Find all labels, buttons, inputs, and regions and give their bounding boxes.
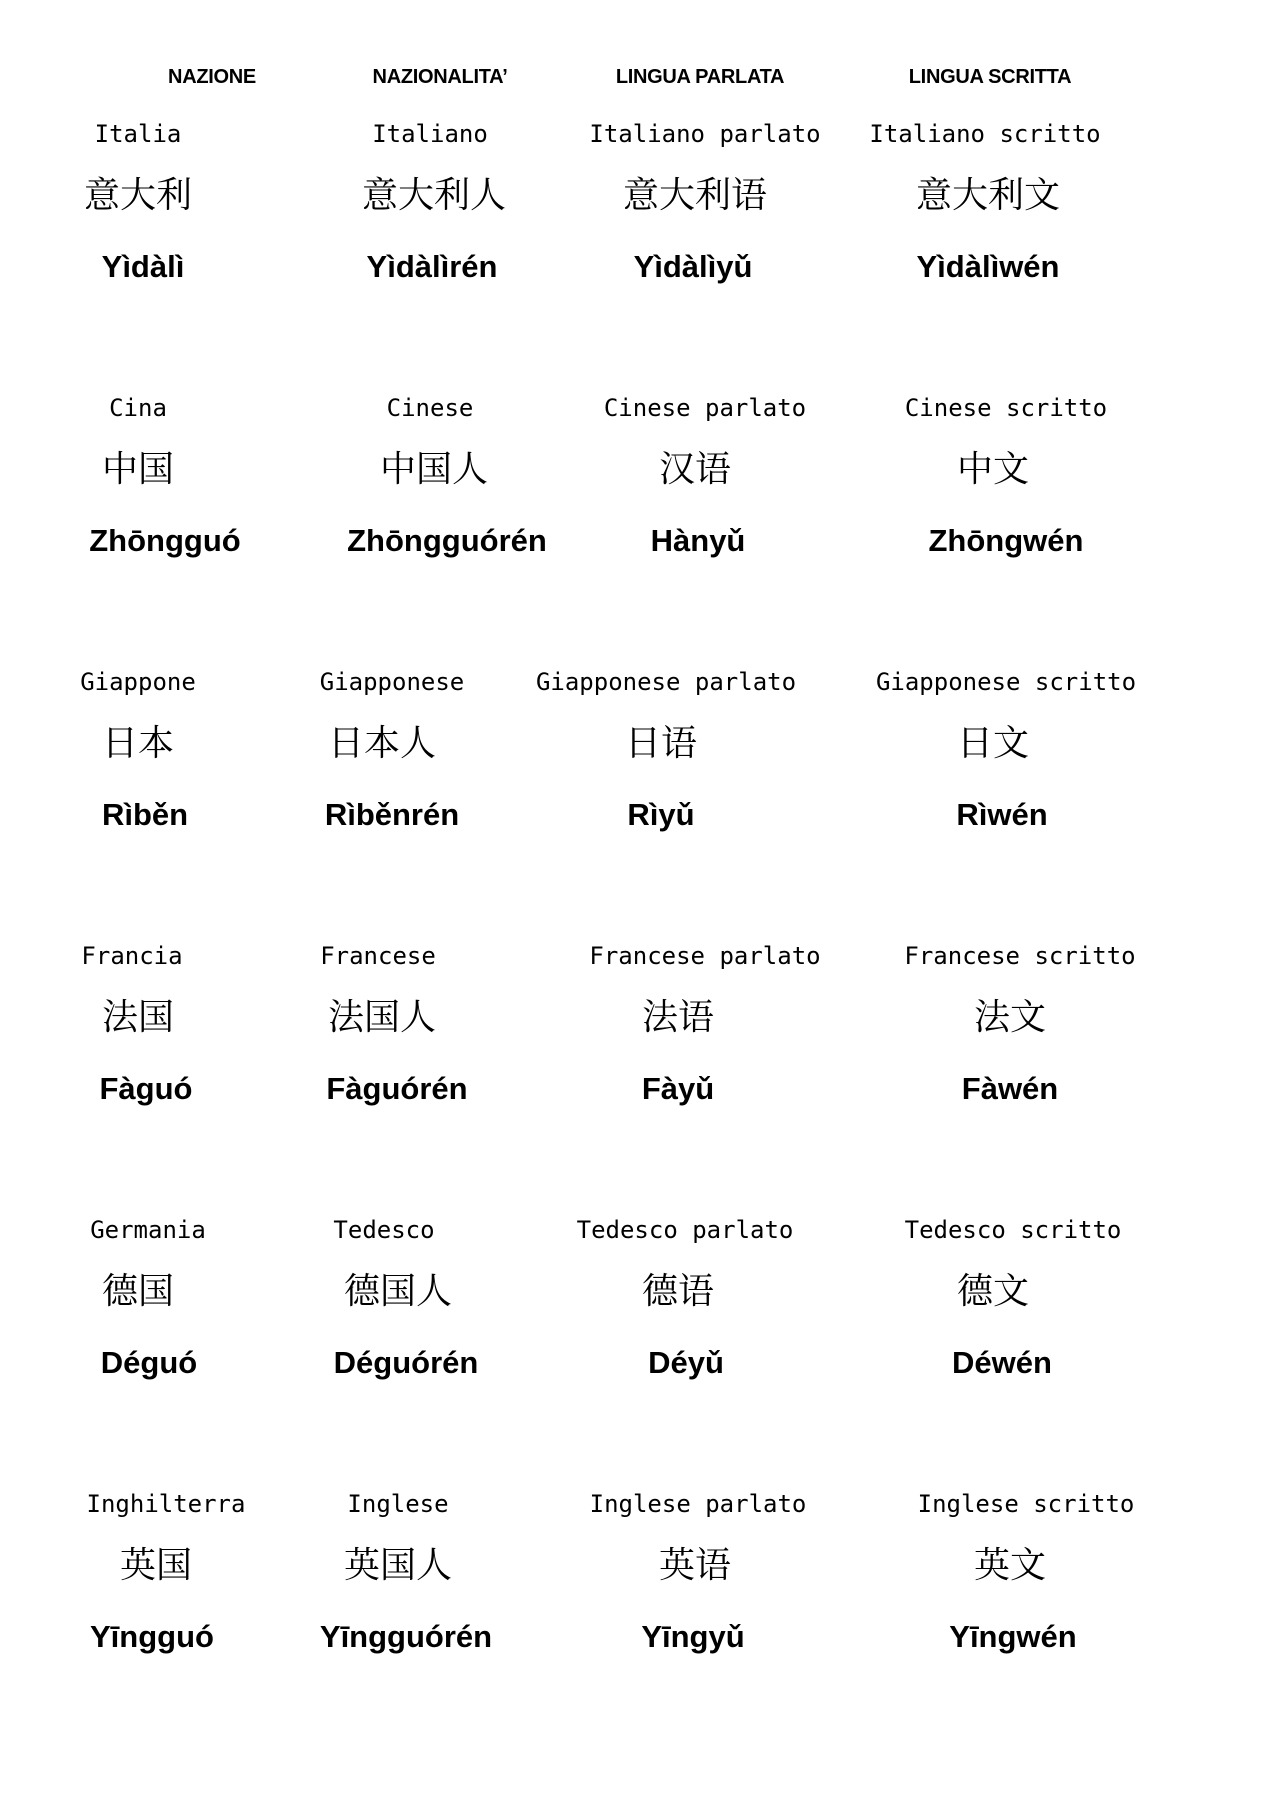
nazionalita-pinyin: Déguórén (333, 1345, 479, 1380)
parlata-pinyin: Hànyǔ (650, 523, 746, 558)
scritta-italian: Inglese scritto (917, 1490, 1135, 1518)
parlata-chinese: 法语 (641, 997, 714, 1038)
scritta-pinyin: Yīngwén (949, 1619, 1077, 1654)
country-block-francia (0, 936, 1280, 1166)
nazione-italian: Giappone (80, 668, 196, 696)
nazionalita-pinyin: Yīngguórén (319, 1619, 493, 1654)
nazione-italian: Francia (81, 942, 183, 970)
nazione-chinese: 英国 (119, 1545, 192, 1586)
nazionalita-chinese: 英国人 (343, 1545, 452, 1586)
nazione-chinese: 意大利 (83, 175, 192, 216)
nazione-pinyin: Fàguó (99, 1071, 193, 1106)
nazionalita-pinyin: Rìběnrén (324, 797, 460, 832)
scritta-chinese: 意大利文 (915, 175, 1060, 216)
scritta-pinyin: Yìdàlìwén (916, 249, 1060, 284)
nazione-chinese: 法国 (101, 997, 174, 1038)
scritta-chinese: 英文 (973, 1545, 1046, 1586)
nazionalita-italian: Tedesco (333, 1216, 435, 1244)
nazionalita-italian: Italiano (372, 120, 488, 148)
nazione-italian: Inghilterra (86, 1490, 246, 1518)
nazionalita-chinese: 德国人 (343, 1271, 452, 1312)
parlata-chinese: 英语 (658, 1545, 731, 1586)
nazionalita-chinese: 日本人 (327, 723, 436, 764)
header-nazionalita: NAZIONALITA’ (372, 66, 508, 88)
parlata-pinyin: Rìyǔ (627, 797, 695, 832)
parlata-pinyin: Yīngyǔ (641, 1619, 745, 1654)
nazione-chinese: 日本 (101, 723, 174, 764)
nazionalita-pinyin: Fàguórén (326, 1071, 468, 1106)
nazione-italian: Germania (90, 1216, 206, 1244)
country-block-inghilterra (0, 1484, 1280, 1714)
parlata-italian: Tedesco parlato (576, 1216, 794, 1244)
nazionalita-italian: Cinese (386, 394, 474, 422)
parlata-pinyin: Yìdàlìyǔ (633, 249, 753, 284)
country-block-italia (0, 114, 1280, 344)
scritta-italian: Cinese scritto (904, 394, 1108, 422)
scritta-chinese: 中文 (956, 449, 1029, 490)
country-block-giappone (0, 662, 1280, 892)
nazionalita-italian: Giapponese (319, 668, 465, 696)
parlata-chinese: 意大利语 (622, 175, 767, 216)
nazione-pinyin: Yìdàlì (101, 249, 185, 284)
nazionalita-pinyin: Yìdàlìrén (366, 249, 498, 284)
scritta-italian: Giapponese scritto (875, 668, 1137, 696)
header-nazione: NAZIONE (168, 66, 256, 88)
header-lingua-parlata: LINGUA PARLATA (615, 66, 785, 88)
scritta-italian: Tedesco scritto (904, 1216, 1122, 1244)
scritta-italian: Francese scritto (904, 942, 1136, 970)
scritta-pinyin: Rìwén (956, 797, 1048, 832)
scritta-pinyin: Fàwén (961, 1071, 1059, 1106)
scritta-chinese: 法文 (973, 997, 1046, 1038)
parlata-italian: Giapponese parlato (535, 668, 797, 696)
scritta-chinese: 德文 (956, 1271, 1029, 1312)
nazionalita-chinese: 意大利人 (361, 175, 506, 216)
scritta-italian: Italiano scritto (869, 120, 1101, 148)
nazione-italian: Italia (94, 120, 182, 148)
scritta-chinese: 日文 (956, 723, 1029, 764)
header-lingua-scritta: LINGUA SCRITTA (908, 66, 1072, 88)
country-block-cina (0, 388, 1280, 618)
nazione-italian: Cina (109, 394, 167, 422)
parlata-italian: Inglese parlato (589, 1490, 807, 1518)
nazione-chinese: 中国 (101, 449, 174, 490)
parlata-pinyin: Déyǔ (648, 1345, 724, 1380)
scritta-pinyin: Zhōngwén (928, 523, 1084, 558)
nazionalita-chinese: 中国人 (379, 449, 488, 490)
nazionalita-chinese: 法国人 (327, 997, 436, 1038)
nazionalita-pinyin: Zhōngguórén (347, 523, 547, 558)
nazione-pinyin: Zhōngguó (89, 523, 241, 558)
parlata-pinyin: Fàyǔ (641, 1071, 715, 1106)
nazionalita-italian: Francese (320, 942, 436, 970)
parlata-italian: Francese parlato (589, 942, 821, 970)
nazione-pinyin: Déguó (100, 1345, 198, 1380)
scritta-pinyin: Déwén (952, 1345, 1052, 1380)
nazione-pinyin: Rìběn (101, 797, 189, 832)
nazione-pinyin: Yīngguó (90, 1619, 214, 1654)
parlata-chinese: 日语 (624, 723, 697, 764)
nazione-chinese: 德国 (101, 1271, 174, 1312)
nazionalita-italian: Inglese (347, 1490, 449, 1518)
country-block-germania (0, 1210, 1280, 1440)
parlata-chinese: 德语 (641, 1271, 714, 1312)
parlata-italian: Italiano parlato (589, 120, 821, 148)
parlata-italian: Cinese parlato (603, 394, 807, 422)
column-headers (0, 62, 1280, 92)
parlata-chinese: 汉语 (658, 449, 731, 490)
